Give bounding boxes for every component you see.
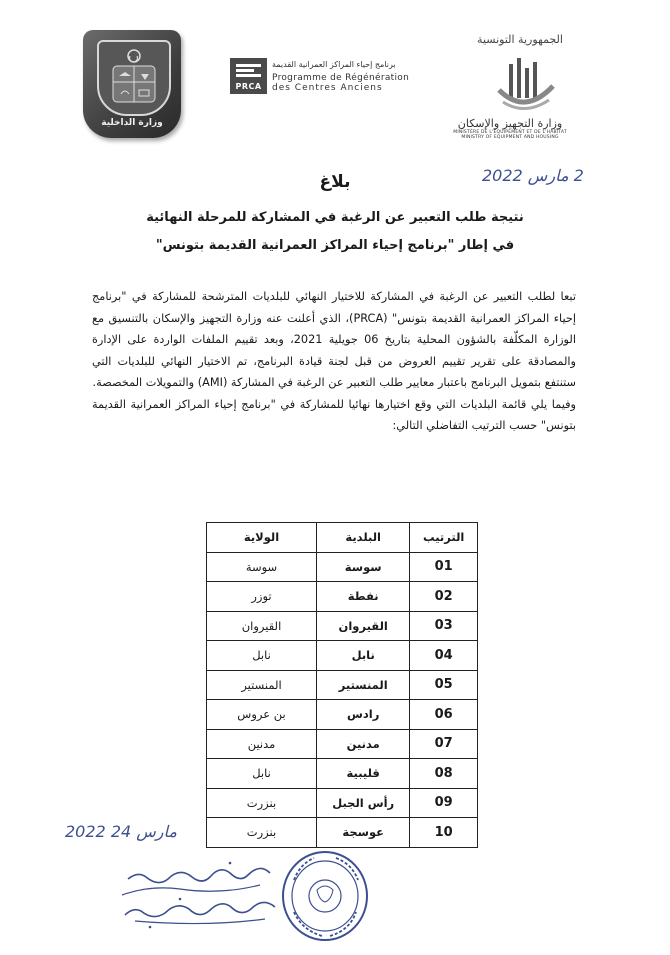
ministry-caption bbox=[440, 117, 580, 140]
cell-rank: 08 bbox=[410, 759, 478, 789]
prca-name-arabic: برنامج إحياء المراكز العمرانية القديمة bbox=[272, 60, 396, 69]
cell-municipality: نابل bbox=[317, 641, 410, 671]
announcement-body bbox=[92, 286, 576, 437]
cell-municipality: نفطة bbox=[317, 582, 410, 612]
prca-logo bbox=[230, 58, 267, 94]
cell-governorate: سوسة bbox=[207, 552, 317, 582]
cell-municipality: القيروان bbox=[317, 611, 410, 641]
cell-municipality: مدنين bbox=[317, 729, 410, 759]
cell-rank: 06 bbox=[410, 700, 478, 730]
table-row bbox=[207, 670, 478, 700]
header-rank: الترتيب bbox=[410, 523, 478, 553]
official-seal-icon bbox=[280, 850, 370, 942]
ministry-name-arabic: وزارة التجهيز والإسكان bbox=[457, 117, 563, 130]
cell-governorate: نابل bbox=[207, 641, 317, 671]
cell-governorate: نابل bbox=[207, 759, 317, 789]
table-row bbox=[207, 818, 478, 848]
table-row bbox=[207, 611, 478, 641]
cell-rank: 01 bbox=[410, 552, 478, 582]
subtitle-line2: في إطار "برنامج إحياء المراكز العمرانية القديمة بتونس" bbox=[155, 238, 515, 253]
table-row bbox=[207, 582, 478, 612]
ministry-of-interior-emblem bbox=[83, 30, 181, 138]
cell-municipality: سوسة bbox=[317, 552, 410, 582]
paragraph-1: تبعا لطلب التعبير عن الرغبة في المشاركة للاختيار النهائي للبلديات المترشحة للمشاركة في "برنامج إحياء المراكز العمرانية القديمة بتونس" (PRCA)، الذي أعلنت عنه وزارة التجهيز والإسكان بالتنسيق مع الوزارة المكلّفة بالشؤون المحلية بتاريخ 06 جويلية 2021، وبعد تقييم الملفات الواردة على الإدارة والمصادقة على تقرير تقييم العروض من قبل لجنة قيادة البرنامج، تم الاختيار النهائي للبلديات التي ستنتفع بتمويل البرنامج باعتبار معايير طلب التعبير عن الرغبة في المشاركة (AMI) والتمويلات المخصصة. bbox=[92, 290, 577, 389]
cell-rank: 05 bbox=[410, 670, 478, 700]
prca-building-icon bbox=[236, 64, 261, 80]
ministry-logo-icon bbox=[495, 50, 555, 120]
cell-rank: 09 bbox=[410, 788, 478, 818]
cell-governorate: بنزرت bbox=[207, 788, 317, 818]
prca-program-name bbox=[272, 60, 432, 93]
table-header-row bbox=[207, 523, 478, 553]
ministry-name-english: MINISTRY OF EQUIPMENT AND HOUSING bbox=[461, 135, 559, 140]
cell-governorate: بن عروس bbox=[207, 700, 317, 730]
cell-municipality: قليبية bbox=[317, 759, 410, 789]
minister-signature-icon bbox=[110, 855, 280, 935]
cell-rank: 10 bbox=[410, 818, 478, 848]
paragraph-2: وفيما يلي قائمة البلديات التي وقع اختيارها نهائيا للمشاركة في "برنامج إحياء المراكز العمرانية القديمة بتونس" حسب الترتيب التفاضلي التالي: bbox=[92, 397, 576, 432]
emblem-label: وزارة الداخلية bbox=[101, 118, 163, 128]
table-row bbox=[207, 641, 478, 671]
handwritten-date-bottom: 2022 مارس 24 bbox=[65, 822, 177, 841]
prca-name-french-line2: des Centres Anciens bbox=[272, 83, 383, 93]
cell-governorate: مدنين bbox=[207, 729, 317, 759]
header-municipality: البلدية bbox=[317, 523, 410, 553]
cell-governorate: المنستير bbox=[207, 670, 317, 700]
table-row bbox=[207, 729, 478, 759]
cell-governorate: بنزرت bbox=[207, 818, 317, 848]
cell-municipality: المنستير bbox=[317, 670, 410, 700]
cell-rank: 03 bbox=[410, 611, 478, 641]
handwritten-date-top: 2 مارس 2022 bbox=[482, 166, 584, 185]
prca-name-french-line1: Programme de Régénération bbox=[272, 73, 410, 83]
municipalities-table bbox=[206, 522, 478, 848]
table-row bbox=[207, 759, 478, 789]
header-governorate: الولاية bbox=[207, 523, 317, 553]
table-row bbox=[207, 700, 478, 730]
cell-rank: 04 bbox=[410, 641, 478, 671]
cell-governorate: القيروان bbox=[207, 611, 317, 641]
cell-municipality: رأس الجبل bbox=[317, 788, 410, 818]
cell-municipality: عوسجة bbox=[317, 818, 410, 848]
coat-of-arms-icon bbox=[97, 40, 171, 116]
table-row bbox=[207, 788, 478, 818]
cell-rank: 02 bbox=[410, 582, 478, 612]
prca-logo-text: PRCA bbox=[235, 82, 262, 91]
cell-governorate: توزر bbox=[207, 582, 317, 612]
cell-rank: 07 bbox=[410, 729, 478, 759]
subtitle-line1: نتيجة طلب التعبير عن الرغبة في المشاركة للمرحلة النهائية bbox=[146, 210, 524, 225]
ministry-name-french: MINISTÈRE DE L'ÉQUIPEMENT ET DE L'HABITAT bbox=[453, 130, 567, 135]
cell-municipality: رادس bbox=[317, 700, 410, 730]
announcement-title: بلاغ bbox=[319, 172, 351, 192]
republic-name: الجمهورية التونسية bbox=[477, 33, 563, 46]
table-row bbox=[207, 552, 478, 582]
